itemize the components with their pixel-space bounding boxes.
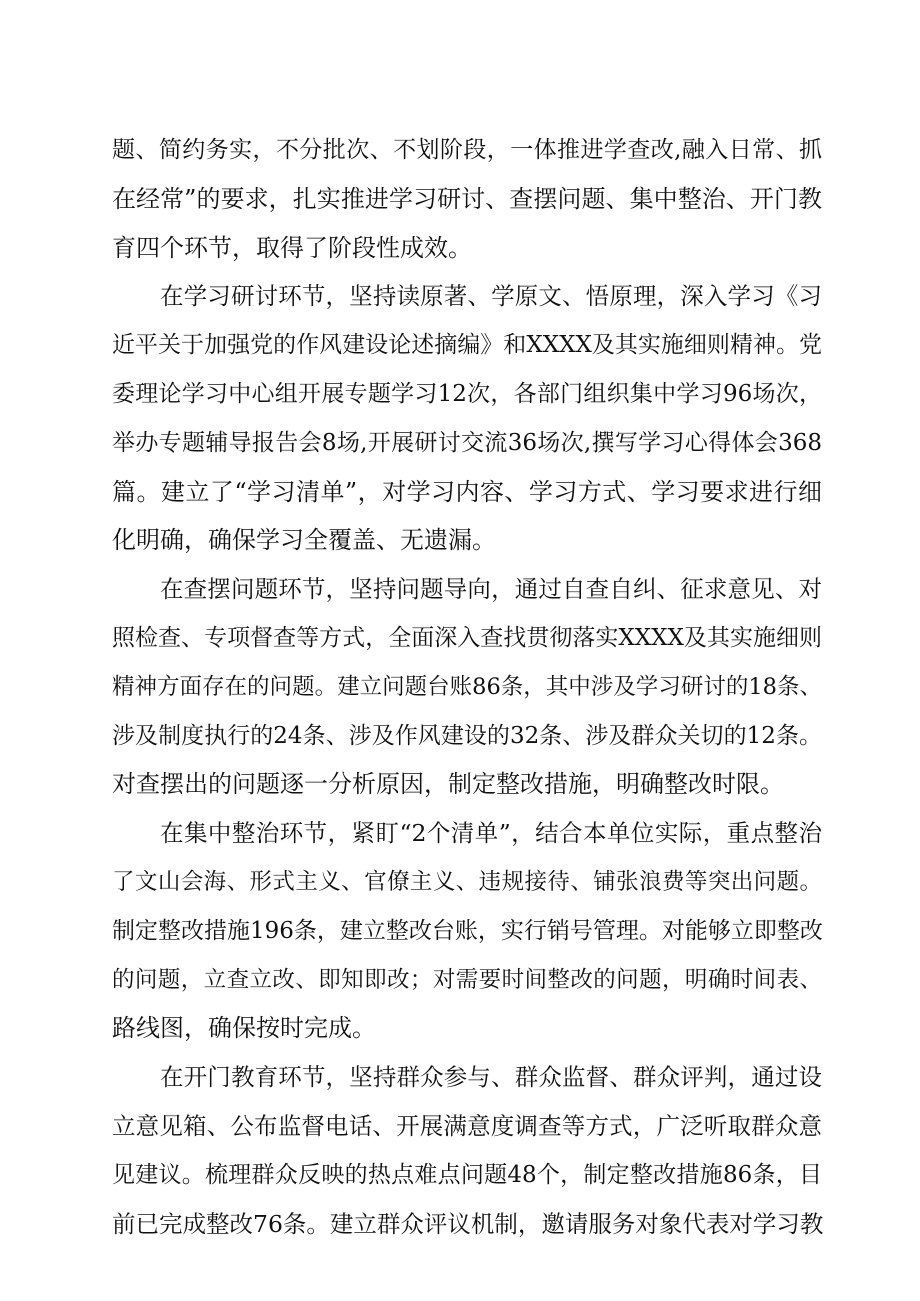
text-line: 制定整改措施196条，建立整改台账，实行销号管理。对能够立即整改 bbox=[112, 917, 823, 944]
text-line: 在学习研讨环节，坚持读原著、学原文、悟原理，深入学习《习 bbox=[160, 282, 822, 311]
text-line: 见建议。梳理群众反映的热点难点问题48个，制定整改措施86条，目 bbox=[112, 1161, 822, 1188]
text-line: 前已完成整改76条。建立群众评议机制，邀请服务对象代表对学习教 bbox=[112, 1209, 824, 1238]
text-line: 照检查、专项督查等方式，全面深入查找贯彻落实XXXX及其实施细则 bbox=[112, 624, 822, 651]
text-line: 涉及制度执行的24条、涉及作风建设的32条、涉及群众关切的12条。 bbox=[112, 722, 822, 749]
text-line: 育四个环节，取得了阶段性成效。 bbox=[112, 233, 472, 262]
text-line: 路线图，确保按时完成。 bbox=[112, 1014, 376, 1043]
text-line: 在集中整治环节，紧盯“2个清单”，结合本单位实际，重点整治 bbox=[160, 819, 822, 848]
text-line: 在查摆问题环节，坚持问题导向，通过自查自纠、征求意见、对 bbox=[160, 575, 822, 604]
text-line: 题、简约务实，不分批次、不划阶段，一体推进学查改,融入日常、抓 bbox=[112, 137, 822, 163]
text-line: 化明确，确保学习全覆盖、无遗漏。 bbox=[112, 526, 496, 555]
text-line: 近平关于加强党的作风建设论述摘编》和XXXX及其实施细则精神。党 bbox=[112, 332, 822, 359]
paragraph-1 bbox=[112, 126, 822, 272]
text-line: 篇。建立了“学习清单”，对学习内容、学习方式、学习要求进行细 bbox=[112, 477, 822, 506]
text-line: 了文山会海、形式主义、官僚主义、违规接待、铺张浪费等突出问题。 bbox=[112, 868, 822, 895]
text-line: 委理论学习中心组开展专题学习12次，各部门组织集中学习96场次， bbox=[112, 380, 822, 407]
paragraph-2 bbox=[112, 272, 822, 565]
text-line: 精神方面存在的问题。建立问题台账86条，其中涉及学习研讨的18条、 bbox=[112, 673, 822, 700]
text-line: 的问题，立查立改、即知即改；对需要时间整改的问题，明确时间表、 bbox=[112, 966, 822, 993]
text-line: 举办专题辅导报告会8场,开展研讨交流36场次,撰写学习心得体会368 bbox=[112, 429, 822, 456]
text-line: 对查摆出的问题逐一分析原因，制定整改措施，明确整改时限。 bbox=[112, 770, 784, 799]
document-body bbox=[112, 126, 822, 1248]
paragraph-3 bbox=[112, 565, 822, 809]
text-line: 在经常”的要求，扎实推进学习研讨、查摆问题、集中整治、开门教 bbox=[112, 184, 822, 213]
text-line: 立意见箱、公布监督电话、开展满意度调查等方式，广泛听取群众意 bbox=[112, 1111, 822, 1140]
paragraph-5 bbox=[112, 1053, 822, 1248]
text-line: 在开门教育环节，坚持群众参与、群众监督、群众评判，通过设 bbox=[160, 1063, 822, 1092]
paragraph-4 bbox=[112, 809, 822, 1053]
